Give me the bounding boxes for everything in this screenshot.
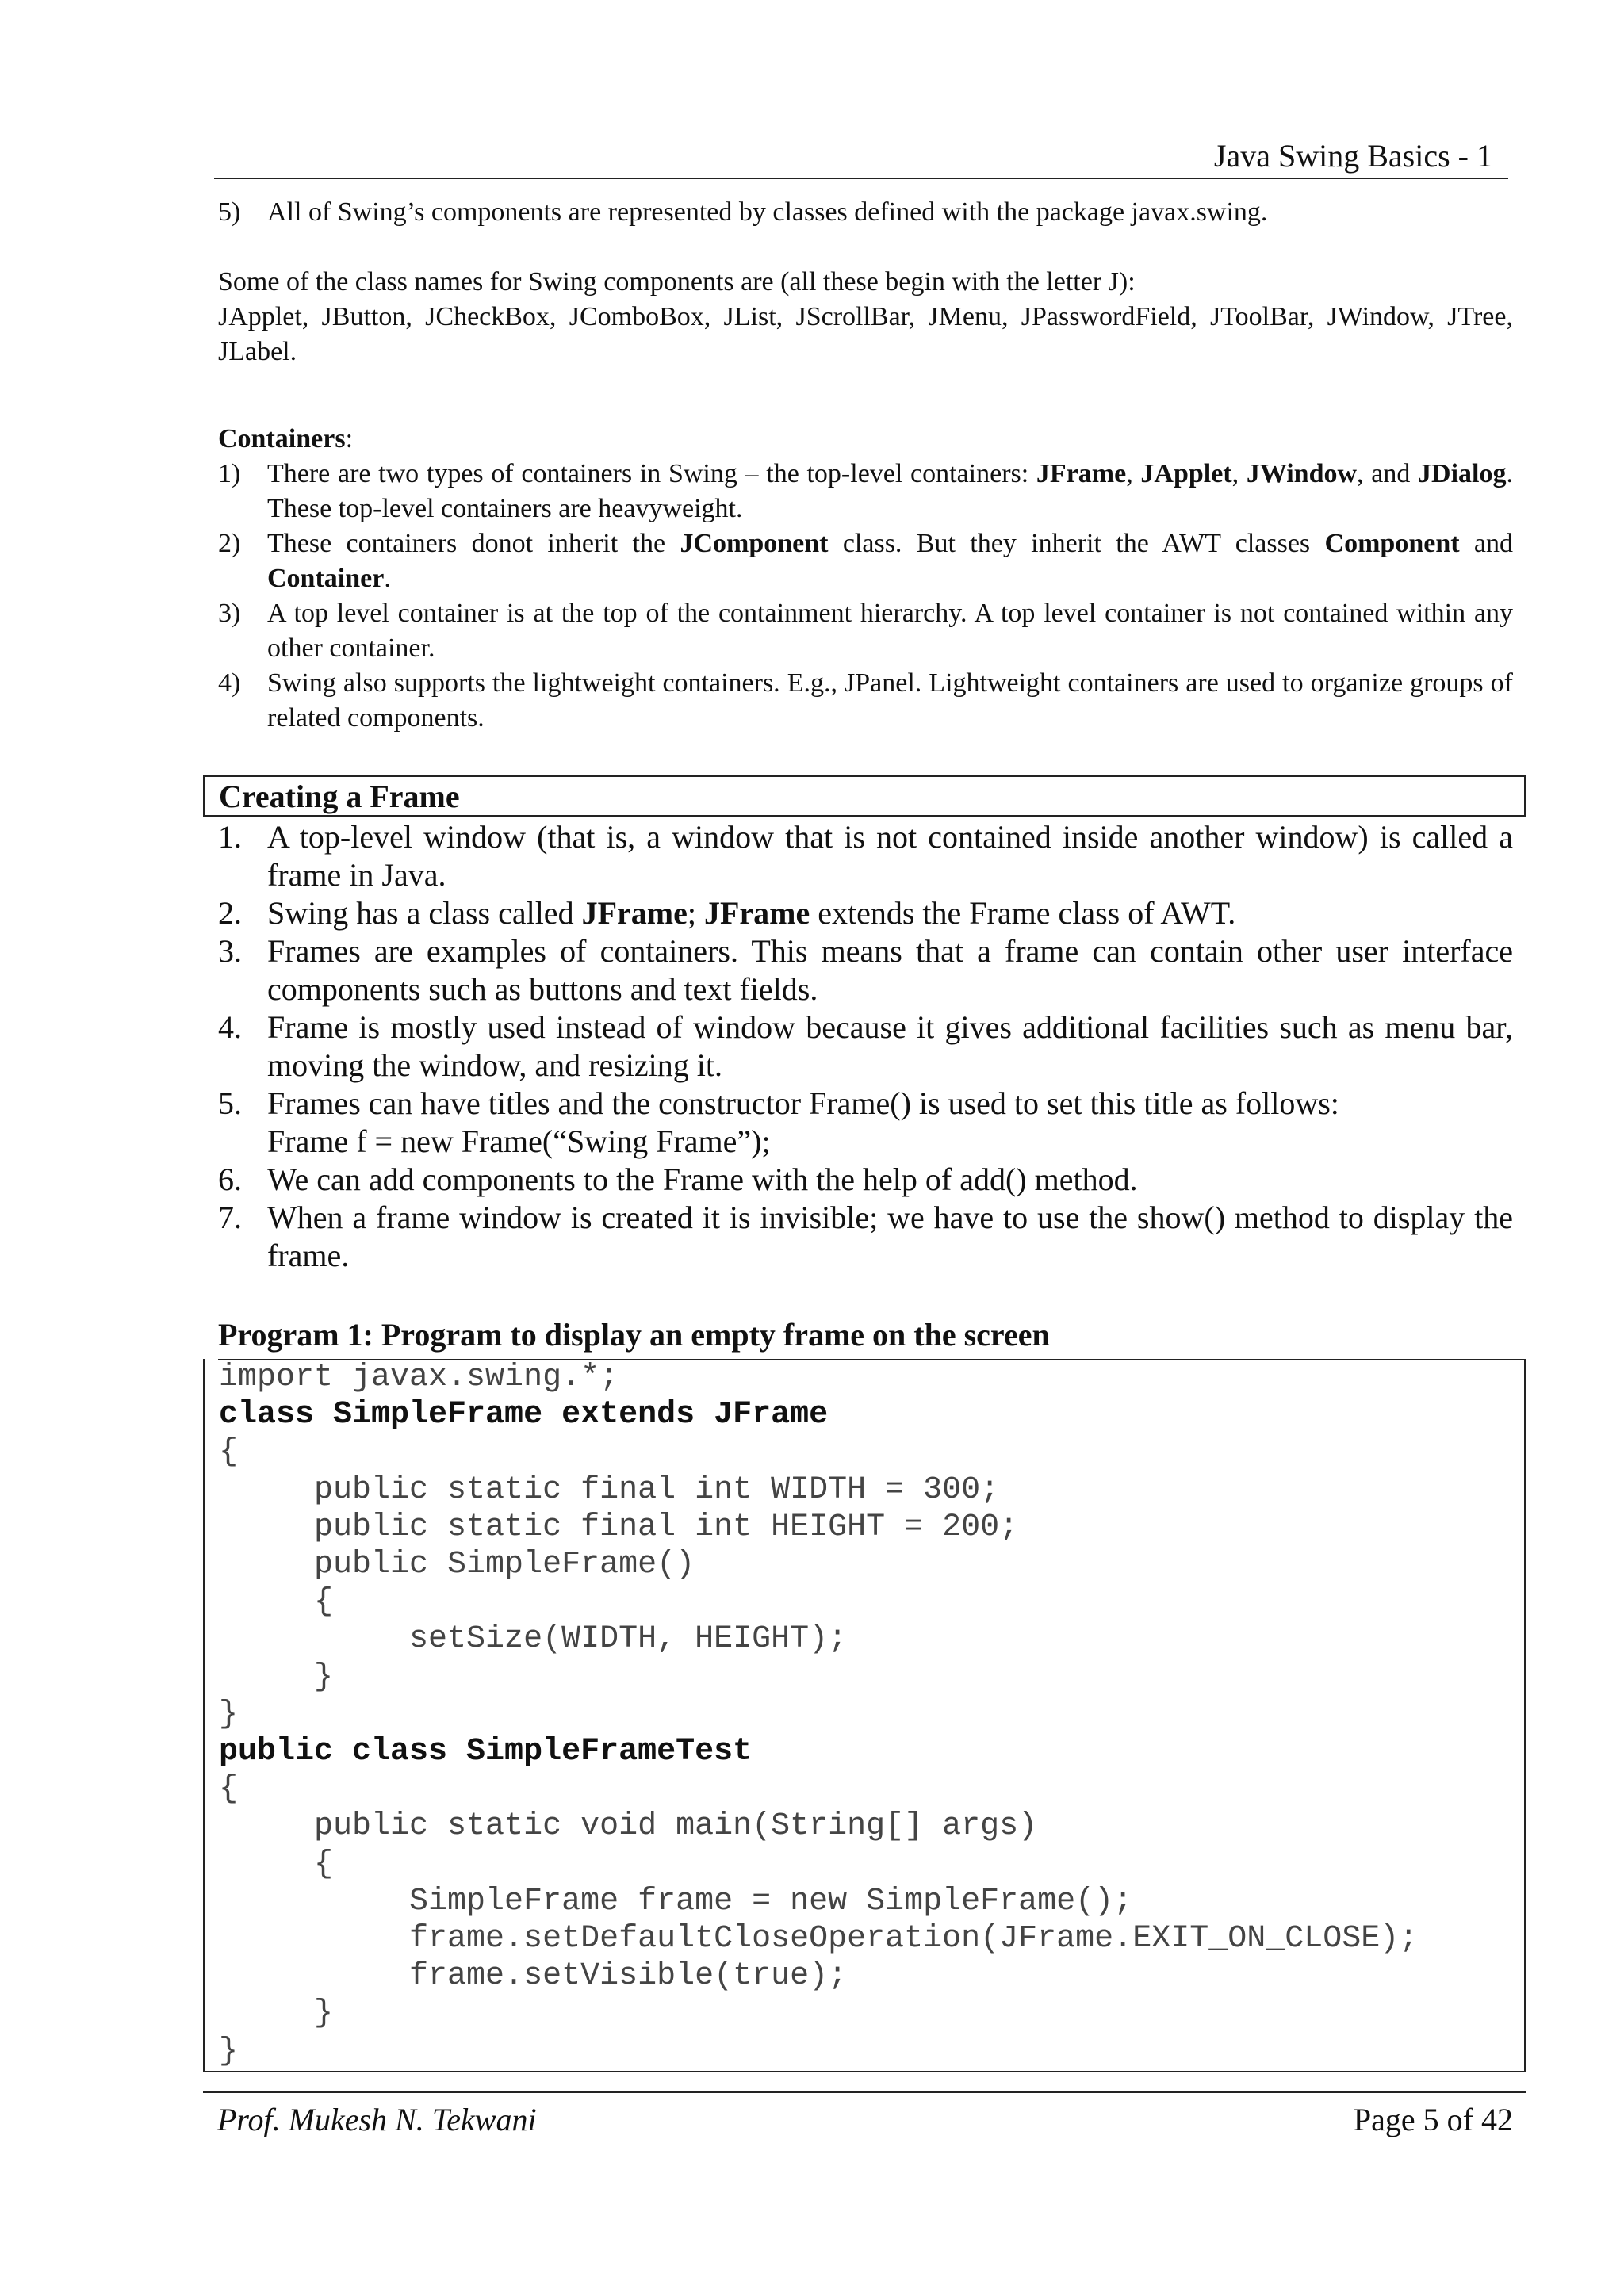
code-line: {: [219, 1846, 334, 1882]
list-item: 4) Swing also supports the lightweight containers. E.g., JPanel. Lightweight containers are used to organize groups of related components.: [218, 668, 1513, 733]
list-item: 1. A top-level window (that is, a window that is not contained inside another window) is called a frame in Java.: [218, 819, 1513, 893]
containers-heading: Containers: [218, 424, 346, 453]
list-item: 3. Frames are examples of containers. This means that a frame can contain other user interface components such as buttons and text fields.: [218, 933, 1513, 1007]
code-line: public static final int HEIGHT = 200;: [219, 1509, 1019, 1545]
code-line: public class SimpleFrameTest: [219, 1734, 753, 1770]
list-item: 2. Swing has a class called JFrame; JFrame extends the Frame class of AWT.: [218, 895, 1236, 931]
code-line: frame.setVisible(true);: [219, 1958, 848, 1995]
intro-item-5: [218, 195, 1513, 230]
page-header: [214, 136, 1508, 179]
code-block: [219, 1359, 1418, 2070]
code-line: {: [219, 1434, 239, 1471]
code-line: {: [219, 1584, 334, 1621]
list-item: 2) These containers donot inherit the JComponent class. But they inherit the AWT classes Component and Container.: [218, 529, 1514, 593]
page-footer: [203, 2091, 1526, 2149]
list-item: 1) There are two types of containers in Swing – the top-level containers: JFrame, JApplet, JWindow, and JDialog. These top-level containers are heavyweight.: [218, 459, 1513, 523]
list-item: 6. We can add components to the Frame with the help of add() method.: [218, 1161, 1138, 1197]
list-item: 3) A top level container is at the top of the containment hierarchy. A top level container is not contained within any other container.: [218, 599, 1513, 663]
code-line: SimpleFrame frame = new SimpleFrame();: [219, 1883, 1133, 1919]
list-item: 7. When a frame window is created it is invisible; we have to use the show() method to display the frame.: [218, 1200, 1513, 1273]
code-line: }: [219, 1659, 334, 1695]
frame-section-list: [218, 818, 1513, 1275]
class-names-paragraph: [218, 265, 1513, 369]
page-number: Page 5 of 42: [1353, 2102, 1513, 2137]
list-text: All of Swing’s components are represented by classes defined with the package javax.swing.: [267, 197, 1268, 227]
code-box: [203, 1359, 1526, 2072]
code-line: {: [219, 1771, 239, 1808]
header-title: Java Swing Basics - 1: [1213, 138, 1492, 174]
inline-code-example: Frame f = new Frame(“Swing Frame”);: [267, 1123, 771, 1159]
code-line: public static void main(String[] args): [219, 1808, 1038, 1845]
footer-author: Prof. Mukesh N. Tekwani: [217, 2102, 537, 2137]
program-title: Program 1: Program to display an empty frame on the screen: [218, 1314, 1526, 1360]
containers-heading-line: Containers:: [218, 424, 354, 453]
list-item: 5. Frames can have titles and the constructor Frame() is used to set this title as follows:: [218, 1085, 1339, 1121]
code-line: frame.setDefaultCloseOperation(JFrame.EXIT_ON_CLOSE);: [219, 1921, 1419, 1957]
code-line: class SimpleFrame extends JFrame: [219, 1397, 829, 1433]
code-line: setSize(WIDTH, HEIGHT);: [219, 1621, 848, 1658]
section-heading: Creating a Frame: [219, 779, 460, 814]
code-line: }: [219, 1696, 239, 1732]
code-line: import javax.swing.*;: [219, 1360, 619, 1395]
code-line: public SimpleFrame(): [219, 1547, 695, 1583]
list-item: 4. Frame is mostly used instead of window because it gives additional facilities such as menu bar, moving the window, and resizing it.: [218, 1009, 1513, 1083]
list-number: 5): [218, 197, 241, 227]
code-line: }: [219, 1996, 334, 2032]
code-line: }: [219, 2033, 239, 2069]
containers-section: [218, 422, 1513, 736]
class-names-list: JApplet, JButton, JCheckBox, JComboBox, JList, JScrollBar, JMenu, JPasswordField, JToolBar, JWindow, JTree, JLabel.: [218, 302, 1513, 366]
section-heading-box: [203, 775, 1526, 817]
code-line: public static final int WIDTH = 300;: [219, 1471, 1000, 1508]
class-names-lead: Some of the class names for Swing components are (all these begin with the letter J):: [218, 267, 1136, 297]
